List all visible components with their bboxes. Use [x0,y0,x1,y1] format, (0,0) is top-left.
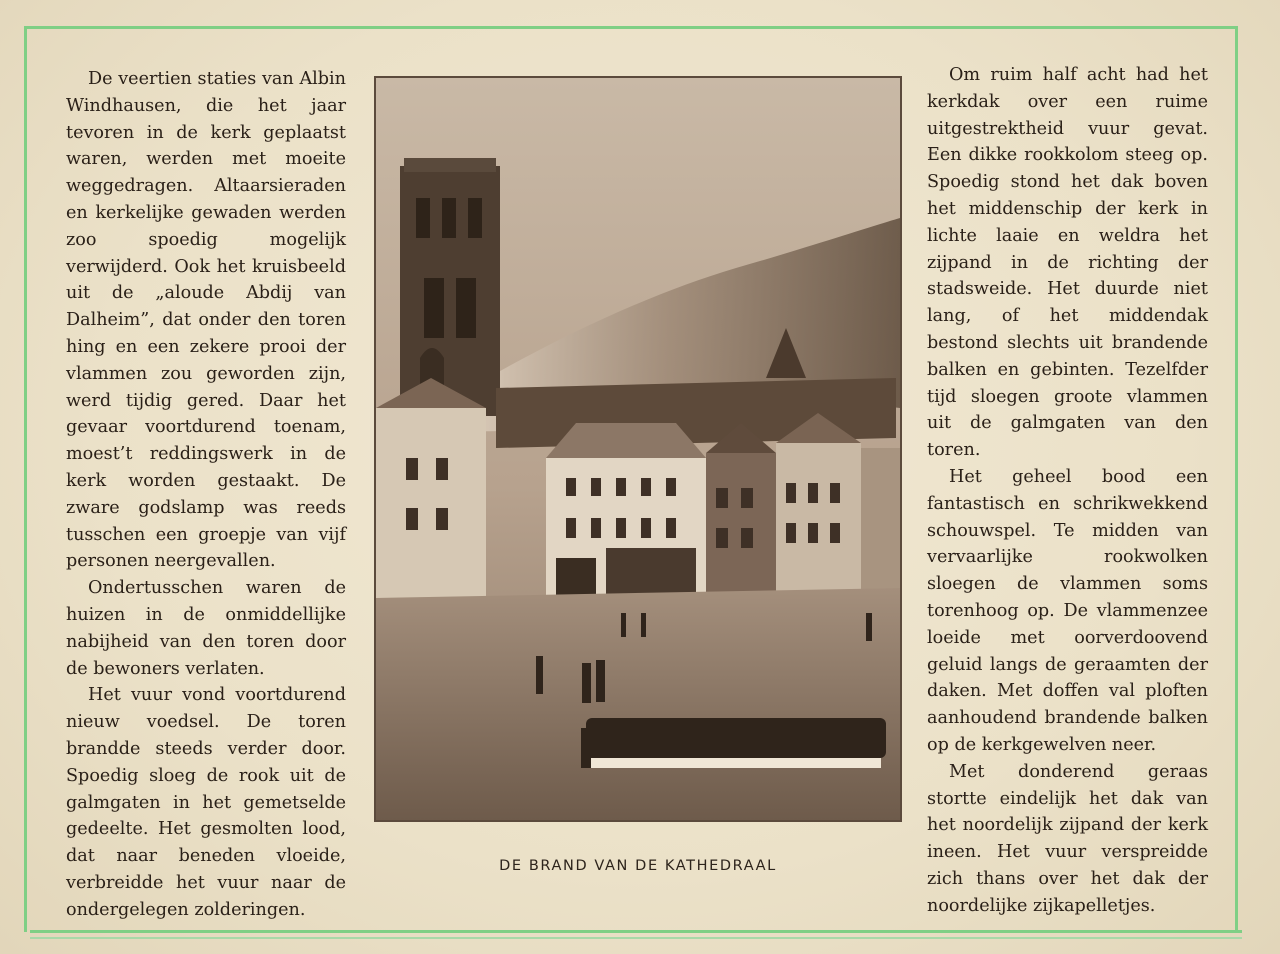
bottom-border-line-inner [30,937,1242,939]
right-text-column [927,62,1208,920]
right-paragraph-1: Om ruim half acht had het kerkdak over een ruime uitgestrektheid vuur gevat. Een dikke rookkolom steeg op. Spoedig stond het dak boven het middenschip der kerk in lichte laaie en weldra het zijpand in de richting der stadsweide. Het duurde niet lang, of het middendak bestond slechts uit brandende balken en gebinten. Tezelfder tijd sloegen groote vlammen uit de galmgaten van den toren. [927,65,1208,461]
cathedral-tower [400,158,500,416]
right-paragraph-2: Het geheel bood een fantastisch en schrikwekkend schouwspel. Te midden van vervaarlijke rookwolken sloegen de vlammen soms torenhoog op. De vlammenzee loeide met oorverdoovend geluid langs de geraamten der daken. Met doffen val ploften aanhoudend brandende balken op de kerkgewelven neer. [927,466,1208,755]
crowd-trousers [591,758,881,768]
cathedral-fire-photo [374,76,902,822]
market-square [376,588,900,820]
left-paragraph-2: Ondertusschen waren de huizen in de onmiddellijke nabijheid van den toren door de bewoners verlaten. [66,578,346,679]
left-paragraph-1: De veertien staties van Albin Windhausen, die het jaar tevoren in de kerk geplaatst waren, werden met moeite weggedragen. Altaarsieraden en kerkelijke gewaden werden zoo spoedig mogelijk verwijderd. Ook het kruisbeeld uit de „aloude Abdij van Dalheim”, dat onder den toren hing en een zekere prooi der vlammen zou geworden zijn, werd tijdig gered. Daar het gevaar voortdurend toenam, moest’t reddingswerk in de kerk worden gestaakt. De zware godslamp was reeds tusschen een groepje van vijf personen neergevallen. [66,69,346,572]
cathedral-fire-illustration [376,78,900,820]
left-paragraph-3: Het vuur vond voortdurend nieuw voedsel. De toren brandde steeds verder door. Spoedig sloeg de rook uit de galmgaten in het gemetselde gedeelte. Het gesmolten lood, dat naar beneden vloeide, verbreidde het vuur naar de ondergelegen zolderingen. [66,685,346,920]
right-paragraph-3: Met donderend geraas stortte eindelijk het dak van het noordelijk zijpand der kerk ineen. Het vuur verspreidde zich thans over het dak der noordelijke zijkapelletjes. [927,761,1208,916]
bottom-border-line [30,930,1242,933]
left-text-column [66,66,346,924]
photo-caption: DE BRAND VAN DE KATHEDRAAL [499,858,777,874]
